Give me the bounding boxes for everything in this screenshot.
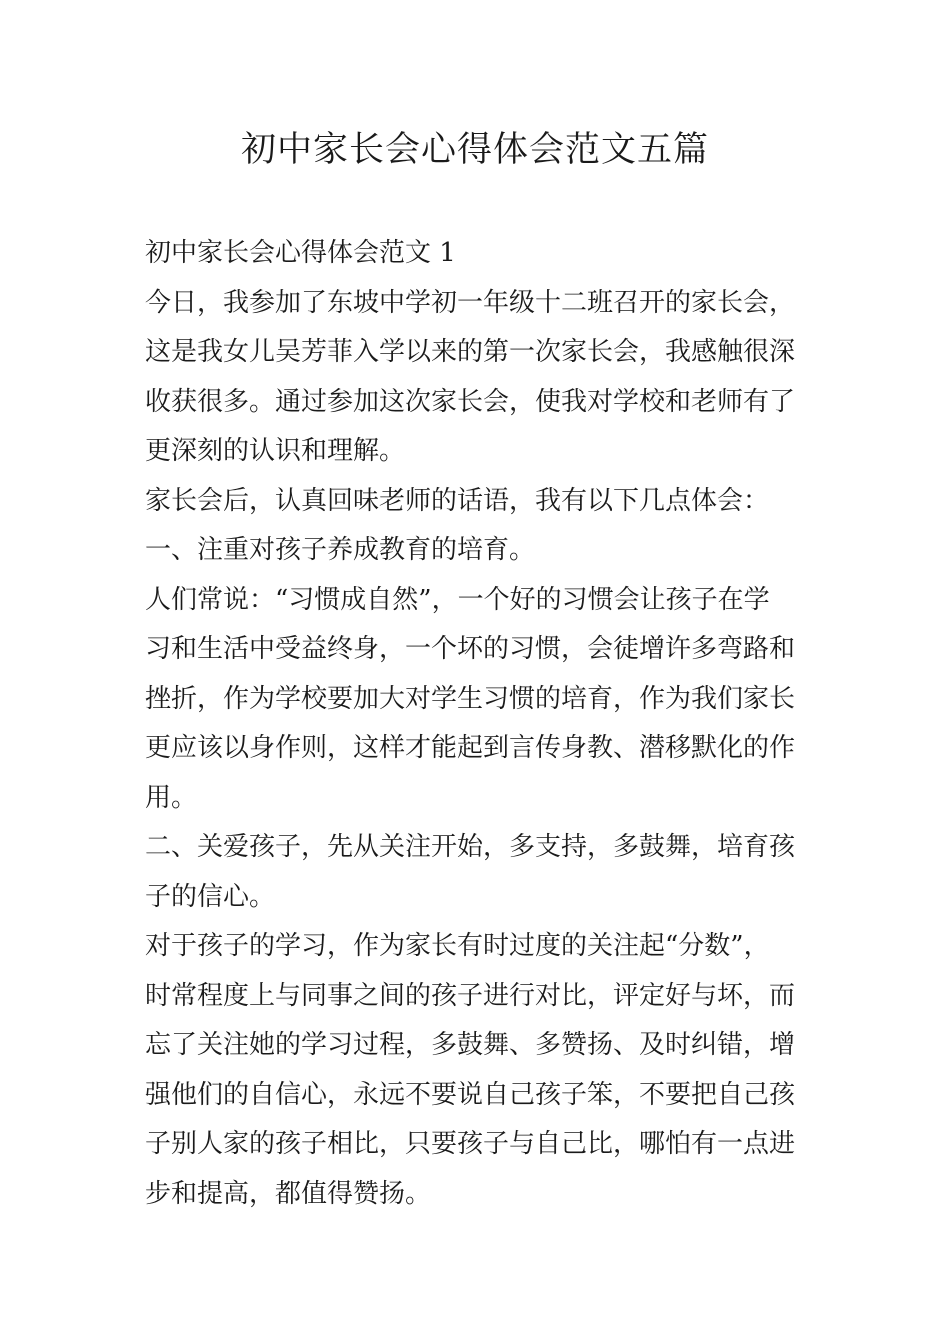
paragraph-line: 人们常说：“习惯成自然”，一个好的习惯会让孩子在学 [145,584,770,615]
paragraph-line: 习和生活中受益终身，一个坏的习惯，会徒增许多弯路和 [145,634,796,664]
paragraph-line: 子别人家的孩子相比，只要孩子与自己比，哪怕有一点进 [145,1129,796,1159]
section-heading: 初中家长会心得体会范文 1 [145,238,456,268]
paragraph-line: 对于孩子的学习，作为家长有时过度的关注起“分数”， [145,931,770,961]
paragraph-line: 挫折，作为学校要加大对学生习惯的培育，作为我们家长 [145,683,796,714]
document-title: 初中家长会心得体会范文五篇 [240,130,709,170]
paragraph-line: 家长会后，认真回味老师的话语，我有以下几点体会： [145,485,770,516]
point-heading: 子的信心。 [145,881,276,912]
paragraph-line: 今日，我参加了东坡中学初一年级十二班召开的家长会， [145,287,796,318]
paragraph-line: 这是我女儿吴芳菲入学以来的第一次家长会，我感触很深 [145,337,796,367]
paragraph-line: 更深刻的认识和理解。 [145,436,406,466]
paragraph-line: 收获很多。通过参加这次家长会，使我对学校和老师有了 [145,386,796,417]
paragraph-line: 步和提高，都值得赞扬。 [145,1178,432,1209]
paragraph-line: 用。 [145,782,198,813]
paragraph-line: 更应该以身作则，这样才能起到言传身教、潜移默化的作 [145,733,796,763]
paragraph-line: 强他们的自信心，永远不要说自己孩子笨，不要把自己孩 [145,1079,796,1110]
document-body [145,229,810,1219]
paragraph-line: 忘了关注她的学习过程，多鼓舞、多赞扬、及时纠错，增 [145,1030,796,1060]
point-heading: 二、关爱孩子，先从关注开始，多支持，多鼓舞，培育孩 [145,832,796,862]
point-heading: 一、注重对孩子养成教育的培育。 [145,535,536,565]
paragraph-line: 时常程度上与同事之间的孩子进行对比，评定好与坏，而 [145,980,796,1011]
